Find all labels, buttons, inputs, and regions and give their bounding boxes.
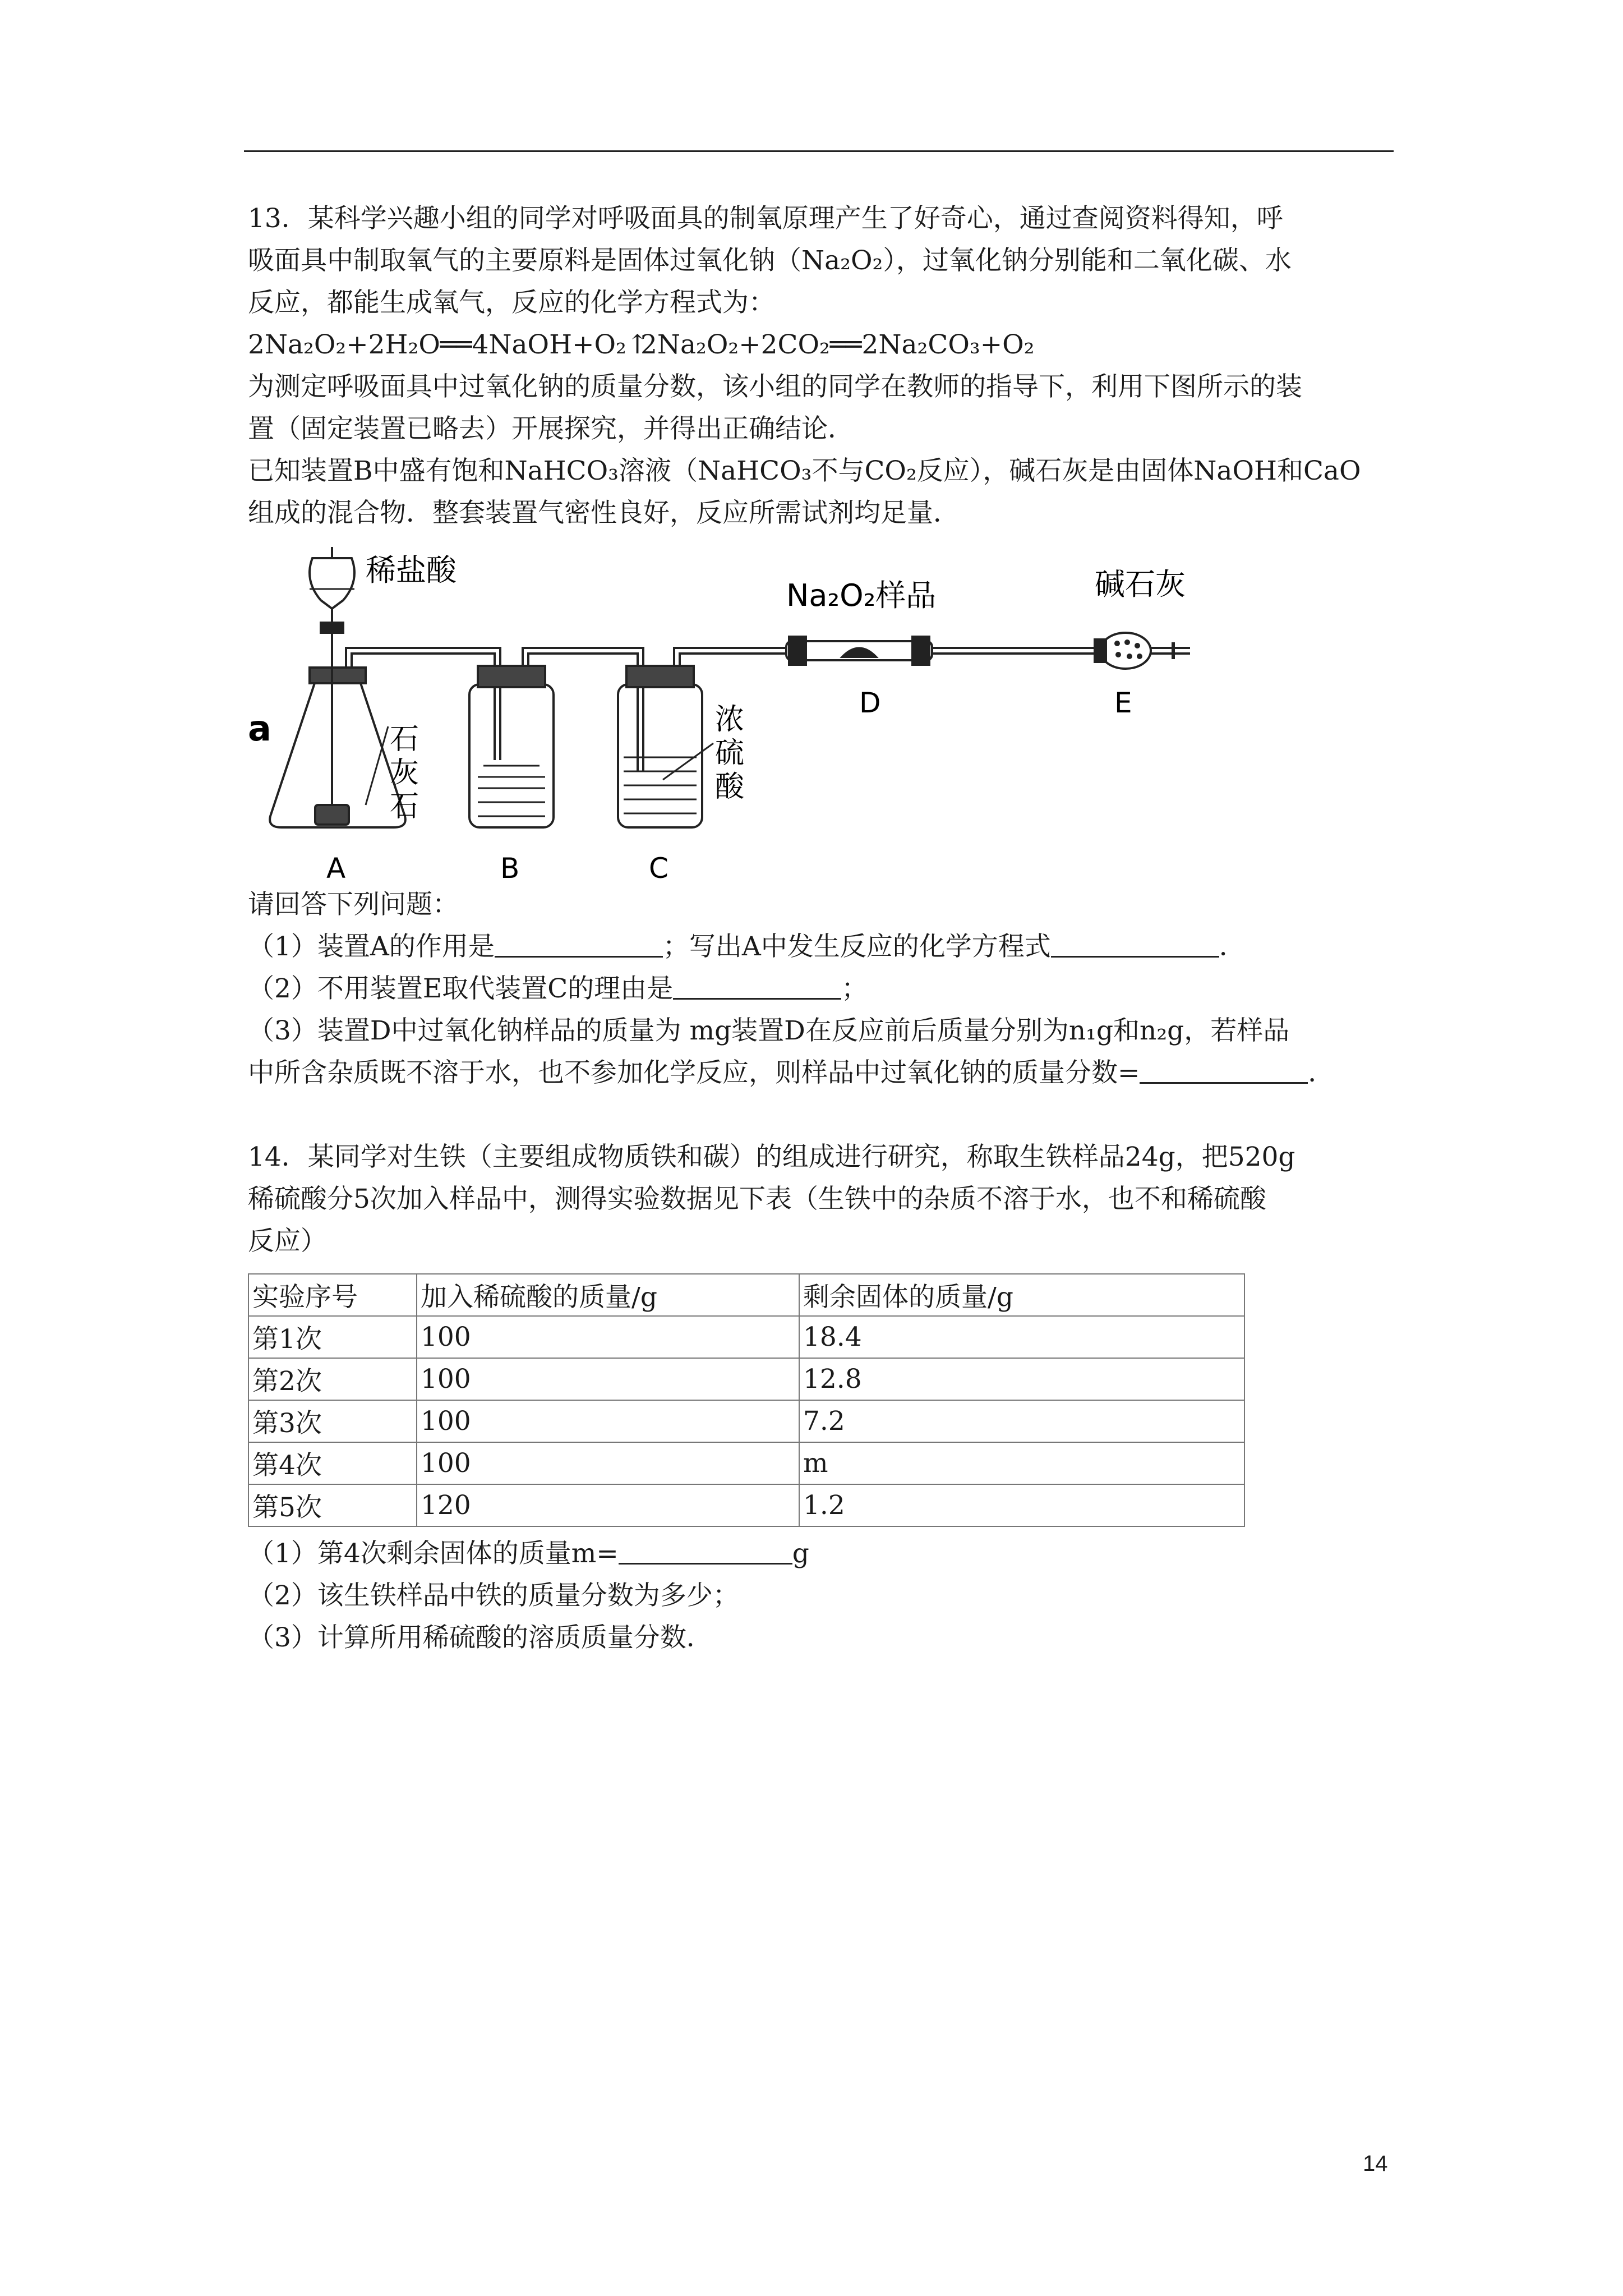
table-cell: 12.8	[799, 1358, 1244, 1400]
q13-equations	[248, 324, 1361, 366]
q14-sub1-text-b: g	[792, 1538, 809, 1569]
bottle-b	[469, 684, 554, 827]
q14-line-1: 14．某同学对生铁（主要组成物质铁和碳）的组成进行研究，称取生铁样品24g，把520g	[248, 1142, 1295, 1172]
q13-line-7: 已知装置B中盛有饱和NaHCO₃溶液（NaHCO₃不与CO₂反应），碱石灰是由固体NaOH和CaO	[248, 455, 1361, 486]
table-header-row	[248, 1274, 1244, 1316]
q13-sub3-line2	[248, 1052, 1334, 1094]
q13-subquestions	[248, 884, 1334, 1262]
q14-sub3: （3）计算所用稀硫酸的溶质质量分数．	[248, 1622, 713, 1653]
label-a: A	[326, 852, 346, 885]
table-row	[248, 1400, 1244, 1442]
equation-1: 2Na₂O₂+2H₂O══4NaOH+O₂↑	[248, 329, 649, 360]
label-conc-3: 酸	[715, 770, 745, 804]
table-cell: 7.2	[799, 1400, 1244, 1442]
table-cell: 第3次	[248, 1400, 417, 1442]
table-cell: 第4次	[248, 1442, 417, 1484]
q14-sub2: （2）该生铁样品中铁的质量分数为多少；	[248, 1580, 739, 1611]
label-soda-lime: 碱石灰	[1095, 567, 1186, 602]
q13-sub1-text-a: （1）装置A的作用是	[248, 931, 495, 962]
answer-blank-3[interactable]	[673, 971, 841, 1000]
q13-sub3-text-b: ．	[1308, 1057, 1335, 1088]
q13-sub1-text-b: ；写出A中发生反应的化学方程式	[662, 931, 1051, 962]
table-row	[248, 1442, 1244, 1484]
label-e: E	[1114, 687, 1132, 719]
answer-blank-2[interactable]	[1051, 929, 1219, 958]
equation-2: 2Na₂O₂+2CO₂══2Na₂CO₃+O₂	[640, 329, 1035, 360]
q13-sub2-text-a: （2）不用装置E取代装置C的理由是	[248, 973, 674, 1004]
q13-prompt: 请回答下列问题：	[248, 889, 459, 920]
table-cell: 100	[417, 1442, 799, 1484]
q14-sub1	[248, 1533, 809, 1575]
label-sample: Na₂O₂样品	[786, 578, 937, 613]
label-stone-3: 石	[390, 790, 419, 823]
q13-line-5: 为测定呼吸面具中过氧化钠的质量分数，该小组的同学在教师的指导下，利用下图所示的装	[248, 371, 1302, 402]
label-conc-2: 硫	[715, 737, 745, 770]
table-cell: 1.2	[799, 1484, 1244, 1526]
table-cell: 18.4	[799, 1316, 1244, 1358]
table-row	[248, 1358, 1244, 1400]
answer-blank-1[interactable]	[495, 929, 663, 958]
table-cell: m	[799, 1442, 1244, 1484]
drying-tube-e	[1100, 633, 1151, 669]
table-cell: 第1次	[248, 1316, 417, 1358]
q13-sub3-text-a: 中所含杂质既不溶于水，也不参加化学反应，则样品中过氧化钠的质量分数=	[248, 1057, 1140, 1088]
label-a-mark: a	[248, 708, 271, 749]
table-cell: 第2次	[248, 1358, 417, 1400]
separatory-funnel	[310, 558, 354, 609]
q14-subquestions	[248, 1533, 809, 1659]
answer-blank-5[interactable]	[619, 1536, 792, 1565]
q13-line-3: 反应，都能生成氧气，反应的化学方程式为：	[248, 287, 775, 318]
label-b: B	[500, 852, 520, 885]
q13-sub1-text-c: ．	[1219, 931, 1246, 962]
label-stone-1: 石	[390, 723, 419, 756]
q14-sub1-text-a: （1）第4次剩余固体的质量m=	[248, 1538, 619, 1569]
table-row	[248, 1484, 1244, 1526]
bottle-c	[618, 684, 702, 827]
q13-line-1: 13．某科学兴趣小组的同学对呼吸面具的制氧原理产生了好奇心，通过查阅资料得知，呼	[248, 203, 1283, 234]
label-d: D	[859, 687, 881, 719]
header-rule	[244, 150, 1394, 152]
experiment-table	[248, 1273, 1245, 1527]
q13-sub2	[248, 968, 1334, 1010]
page-number: 14	[1363, 2151, 1388, 2176]
table-header-cell: 加入稀硫酸的质量/g	[417, 1274, 799, 1316]
q13-line-6: 置（固定装置已略去）开展探究，并得出正确结论．	[248, 413, 854, 444]
q13-line-2: 吸面具中制取氧气的主要原料是固体过氧化钠（Na₂O₂），过氧化钠分别能和二氧化碳、水	[248, 245, 1292, 276]
table-header-cell: 实验序号	[248, 1274, 417, 1316]
label-acid: 稀盐酸	[366, 553, 457, 588]
label-stone-2: 灰	[390, 756, 419, 790]
table-cell: 120	[417, 1484, 799, 1526]
table-cell: 第5次	[248, 1484, 417, 1526]
q13-sub3-line1: （3）装置D中过氧化钠样品的质量为 mg装置D在反应前后质量分别为n₁g和n₂g，若样品	[248, 1015, 1290, 1046]
table-cell: 100	[417, 1358, 799, 1400]
label-c: C	[649, 852, 668, 885]
spacer	[248, 1094, 1334, 1136]
answer-blank-4[interactable]	[1140, 1055, 1308, 1084]
q13-line-8: 组成的混合物．整套装置气密性良好，反应所需试剂均足量．	[248, 498, 960, 528]
table-header-cell: 剩余固体的质量/g	[799, 1274, 1244, 1316]
table-cell: 100	[417, 1316, 799, 1358]
q13-sub1	[248, 926, 1334, 968]
question-13	[248, 197, 1361, 534]
flask-a-stopper	[310, 668, 366, 683]
table-row	[248, 1316, 1244, 1358]
table-cell: 100	[417, 1400, 799, 1442]
apparatus-figure	[248, 547, 1257, 895]
label-conc-1: 浓	[715, 703, 745, 737]
q14-line-3: 反应）	[248, 1226, 327, 1257]
q13-sub2-text-b: ；	[841, 973, 868, 1004]
q14-line-2: 稀硫酸分5次加入样品中，测得实验数据见下表（生铁中的杂质不溶于水，也不和稀硫酸	[248, 1184, 1266, 1214]
